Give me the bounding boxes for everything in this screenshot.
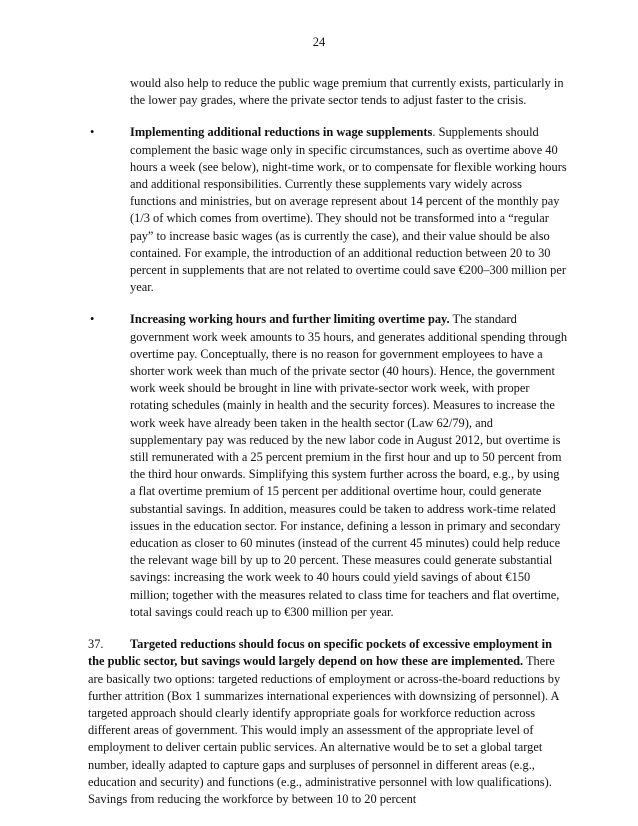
page-number: 24 xyxy=(312,35,326,49)
bullet-item-wage-supplements xyxy=(88,124,568,296)
bullet-body: The standard government work week amounts to 35 hours, and generates additional spending through overtime pay. Conceptually, there is no reason for government employees to have a shorter work week than much of the private sector (40 hours). Hence, the government work week should be brought in line with private-sector work week, with proper rotating schedules (mainly in health and the security forces). Measures to increase the work week have already been taken in the health sector (Law 62/79), and supplementary pay was reduced by the new labor code in August 2012, but overtime is still remunerated with a 25 percent premium in the first hour and up to 50 percent from the third hour onwards. Simplifying this system further across the board, e.g., by using a flat overtime premium of 15 percent per additional overtime hour, could generate substantial savings. In addition, measures could be taken to address work-time related issues in the education sector. For instance, defining a lesson in primary and secondary education as closer to 60 minutes (instead of the current 45 minutes) could help reduce the relevant wage bill by up to 20 percent. These measures could generate substantial savings: increasing the work week to 40 hours could yield savings of about €150 million; together with the measures related to class time for teachers and flat overtime, total savings could reach up to €300 million per year. xyxy=(130,312,568,619)
paragraph-title: Targeted reductions should focus on specific pockets of excessive employment in the public sector, but savings would largely depend on how these are implemented. xyxy=(88,637,552,669)
bullet-title: Implementing additional reductions in wage supplements xyxy=(130,125,433,140)
document-body xyxy=(88,75,568,808)
paragraph-number: 37. xyxy=(88,637,104,652)
bullet-title: Increasing working hours and further limiting overtime pay. xyxy=(130,312,450,327)
bullet-title-suffix: . xyxy=(432,125,436,140)
bullet-body: Supplements should complement the basic wage only in specific circumstances, such as overtime above 40 hours a week (see below), night-time work, or to compensate for flexible working hours and additional responsibilities. Currently these supplements vary widely across functions and ministries, but on average represent about 14 percent of the monthly pay (1/3 of which comes from overtime). They should not be transformed into a “regular pay” to increase basic wages (as is currently the case), and their value should be also contained. For example, the introduction of an additional reduction between 20 to 30 percent in supplements that are not related to overtime could save €200–300 million per year. xyxy=(130,125,567,295)
bullet-icon: • xyxy=(90,312,95,327)
bullet-icon: • xyxy=(90,125,95,140)
bullet-item-working-hours xyxy=(88,311,568,621)
paragraph-body: There are basically two options: targeted reductions of employment or across-the-board reductions by further attrition (Box 1 summarizes international experiences with downsizing of personnel). A targeted approach should clearly identify appropriate goals for workforce reduction across different areas of government. This would imply an assessment of the appropriate level of employment to deliver certain public services. An alternative would be to set a global target number, ideally adapted to capture gaps and surpluses of personnel in different areas (e.g., education and security) and functions (e.g., administrative personnel with low qualifications). Savings from reducing the workforce by between 10 to 20 percent xyxy=(88,654,561,806)
paragraph-37 xyxy=(88,636,568,808)
continuation-text: would also help to reduce the public wage premium that currently exists, particularly in the lower pay grades, where the private sector tends to adjust faster to the crisis. xyxy=(130,76,564,108)
